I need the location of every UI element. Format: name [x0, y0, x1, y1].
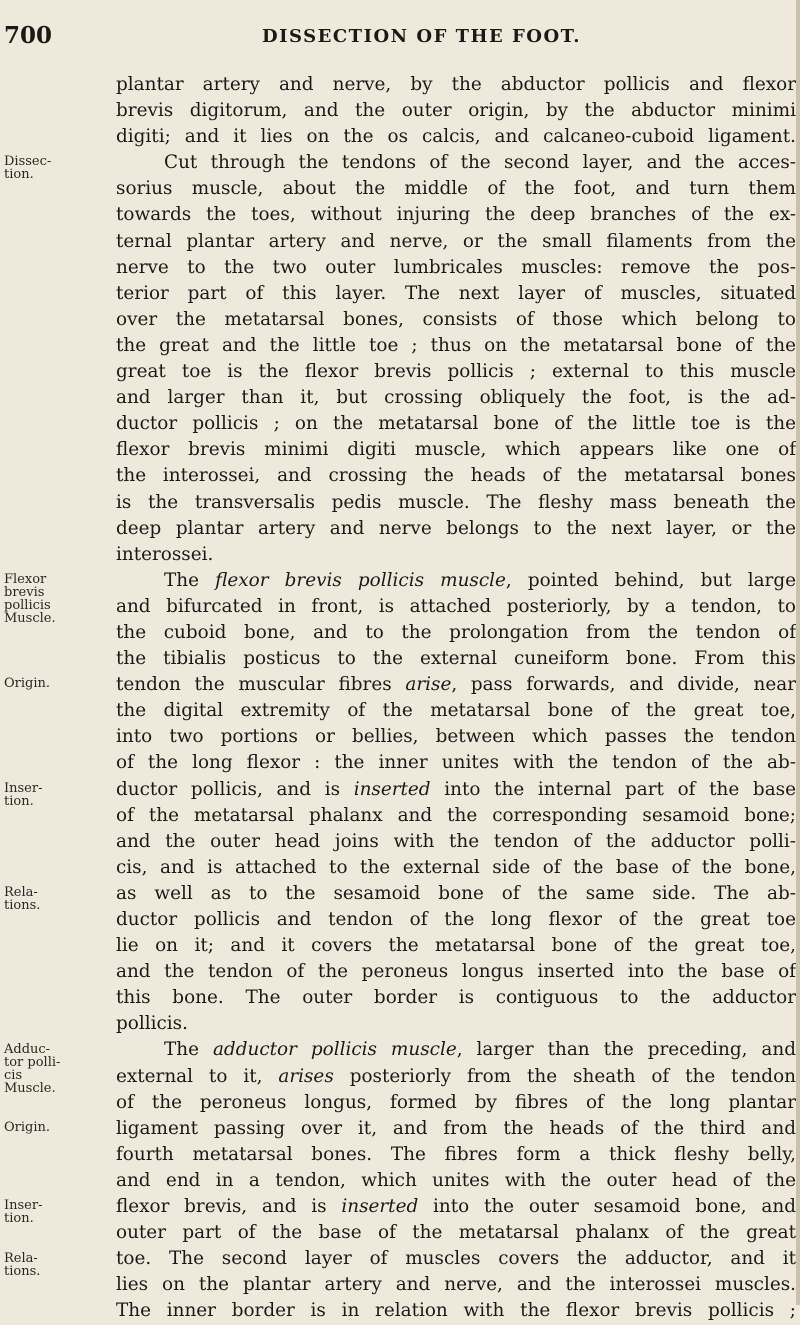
text-run: posteriorly from the sheath of the tendon [333, 1065, 796, 1087]
margin-note-line: tion. [4, 167, 34, 183]
text-line: toe. The second layer of muscles covers the adductor, and it [116, 1248, 796, 1270]
margin-note-line: cis [4, 1067, 23, 1083]
page-number: 700 [4, 22, 53, 49]
margin-note-line: Flexor [4, 571, 47, 587]
italic-term: inserted [353, 778, 431, 800]
margin-note-line: Muscle. [4, 610, 56, 626]
margin-note-line: tion. [4, 793, 34, 809]
text-line: fourth metatarsal bones. The fibres form a thick fleshy belly, [116, 1143, 796, 1165]
text-line: and bifurcated in front, is attached posteriorly, by a tendon, to [116, 595, 796, 617]
text-line: plantar artery and nerve, by the abductor pollicis and flexor [116, 74, 796, 95]
text-line: nerve to the two outer lumbricales muscles: remove the pos- [116, 256, 796, 278]
text-run: ductor pollicis, and is [116, 778, 354, 800]
margin-note [4, 1250, 41, 1279]
text-line: pollicis. [116, 1013, 188, 1035]
text-run: into the internal part of the base [430, 778, 796, 800]
text-line: over the metatarsal bones, consists of those which belong to [116, 308, 796, 330]
text-line [116, 568, 796, 594]
margin-note [4, 1041, 61, 1096]
text-line: the great and the little toe ; thus on the metatarsal bone of the [116, 334, 796, 356]
text-line: of the peroneus longus, formed by fibres of the long plantar [116, 1091, 796, 1113]
text-line: great toe is the flexor brevis pollicis ; external to this muscle [116, 361, 796, 383]
text-line [116, 1194, 796, 1220]
margin-note [4, 780, 43, 809]
page-header [0, 22, 800, 52]
text-line: outer part of the base of the metatarsal phalanx of the great [116, 1222, 796, 1244]
text-line: the tibialis posticus to the external cuneiform bone. From this [116, 648, 796, 670]
text-line: terior part of this layer. The next layer of muscles, situated [116, 282, 796, 304]
margin-note-line: Rela- [4, 885, 38, 901]
text-line: ductor pollicis ; on the metatarsal bone of the little toe is the [116, 413, 796, 435]
italic-term: adductor pollicis muscle [212, 1039, 457, 1061]
text-line: lie on it; and it covers the metatarsal bone of the great toe, [116, 935, 796, 957]
margin-note [4, 1122, 50, 1135]
text-run: flexor brevis, and is [116, 1196, 342, 1218]
text-run: into the outer sesamoid bone, and [418, 1196, 796, 1218]
margin-note-line: tor polli- [4, 1054, 61, 1070]
text-run: The [164, 569, 216, 591]
text-run: , larger than the preceding, and [456, 1039, 796, 1061]
text-line: the digital extremity of the metatarsal bone of the great toe, [116, 700, 796, 722]
text-line: Cut through the tendons of the second layer, and the acces- [164, 152, 796, 174]
text-line: cis, and is attached to the external side of the base of the bone, [116, 856, 796, 878]
text-line: the interossei, and crossing the heads of the metatarsal bones [116, 465, 796, 487]
text-line [116, 777, 796, 803]
text-line: into two portions or bellies, between which passes the tendon [116, 726, 796, 748]
italic-term: inserted [341, 1196, 419, 1218]
text-line [116, 1064, 796, 1090]
text-line: and larger than it, but crossing obliquely the foot, is the ad- [116, 387, 796, 409]
text-line: of the metatarsal phalanx and the corresponding sesamoid bone; [116, 804, 796, 826]
text-line: this bone. The outer border is contiguous to the adductor [116, 987, 796, 1009]
margin-note-line: Rela- [4, 1250, 38, 1266]
italic-term: arises [278, 1065, 334, 1087]
margin-note [4, 571, 56, 626]
margin-note-line: tion. [4, 1211, 34, 1227]
margin-note-line: Origin. [4, 676, 51, 692]
margin-note-line: Dissec- [4, 154, 52, 170]
margin-note-line: Inser- [4, 1198, 43, 1214]
text-line: digiti; and it lies on the os calcis, and calcaneo-cuboid ligament. [116, 126, 796, 148]
margin-note-line: pollicis [4, 597, 51, 613]
text-run: external to it, [116, 1065, 279, 1087]
body-text [116, 72, 796, 1325]
margin-note-line: Adduc- [4, 1041, 51, 1057]
margin-note [4, 156, 51, 182]
margin-note-line: tions. [4, 898, 41, 914]
text-run: , pass forwards, and divide, near [451, 674, 797, 696]
italic-term: flexor brevis pollicis muscle [215, 569, 506, 591]
text-line: ligament passing over it, and from the heads of the third and [116, 1117, 796, 1139]
text-run: The [164, 1039, 213, 1061]
margin-note-line: Muscle. [4, 1080, 56, 1096]
text-run: , pointed behind, but large [505, 569, 796, 591]
text-line: The inner border is in relation with the flexor brevis pollicis ; [116, 1300, 796, 1322]
text-line: ductor pollicis and tendon of the long flexor of the great toe [116, 909, 796, 930]
text-line: brevis digitorum, and the outer origin, by the abductor minimi [116, 100, 796, 122]
text-line: ternal plantar artery and nerve, or the small filaments from the [116, 230, 796, 252]
text-line: of the long flexor : the inner unites with the tendon of the ab- [116, 752, 796, 774]
margin-note-line: Origin. [4, 1120, 51, 1135]
text-line: deep plantar artery and nerve belongs to the next layer, or the [116, 517, 796, 539]
text-line [116, 1037, 796, 1063]
text-line: and end in a tendon, which unites with the outer head of the [116, 1169, 796, 1191]
text-line: flexor brevis minimi digiti muscle, which appears like one of [116, 439, 796, 461]
text-line: sorius muscle, about the middle of the foot, and turn them [116, 178, 796, 200]
margin-note [4, 1200, 42, 1226]
running-title: DISSECTION OF THE FOOT. [262, 26, 581, 47]
text-line: lies on the plantar artery and nerve, and the interossei muscles. [116, 1274, 796, 1296]
text-line: and the tendon of the peroneus longus inserted into the base of [116, 961, 796, 983]
text-line: towards the toes, without injuring the deep branches of the ex- [116, 204, 796, 226]
text-run: tendon the muscular fibres [116, 674, 406, 696]
text-line [116, 672, 796, 698]
page-edge [796, 0, 800, 1305]
margin-note [4, 887, 40, 913]
text-line: interossei. [116, 543, 214, 565]
margin-note-line: Inser- [4, 780, 43, 796]
text-line: as well as to the sesamoid bone of the same side. The ab- [116, 882, 796, 904]
margin-note-line: brevis [4, 584, 45, 600]
text-line: is the transversalis pedis muscle. The fleshy mass beneath the [116, 491, 796, 513]
italic-term: arise [405, 674, 452, 696]
margin-note-line: tions. [4, 1263, 41, 1279]
text-line: the cuboid bone, and to the prolongation from the tendon of [116, 621, 796, 643]
text-line: and the outer head joins with the tendon of the adductor polli- [116, 830, 796, 852]
margin-note [4, 678, 50, 691]
